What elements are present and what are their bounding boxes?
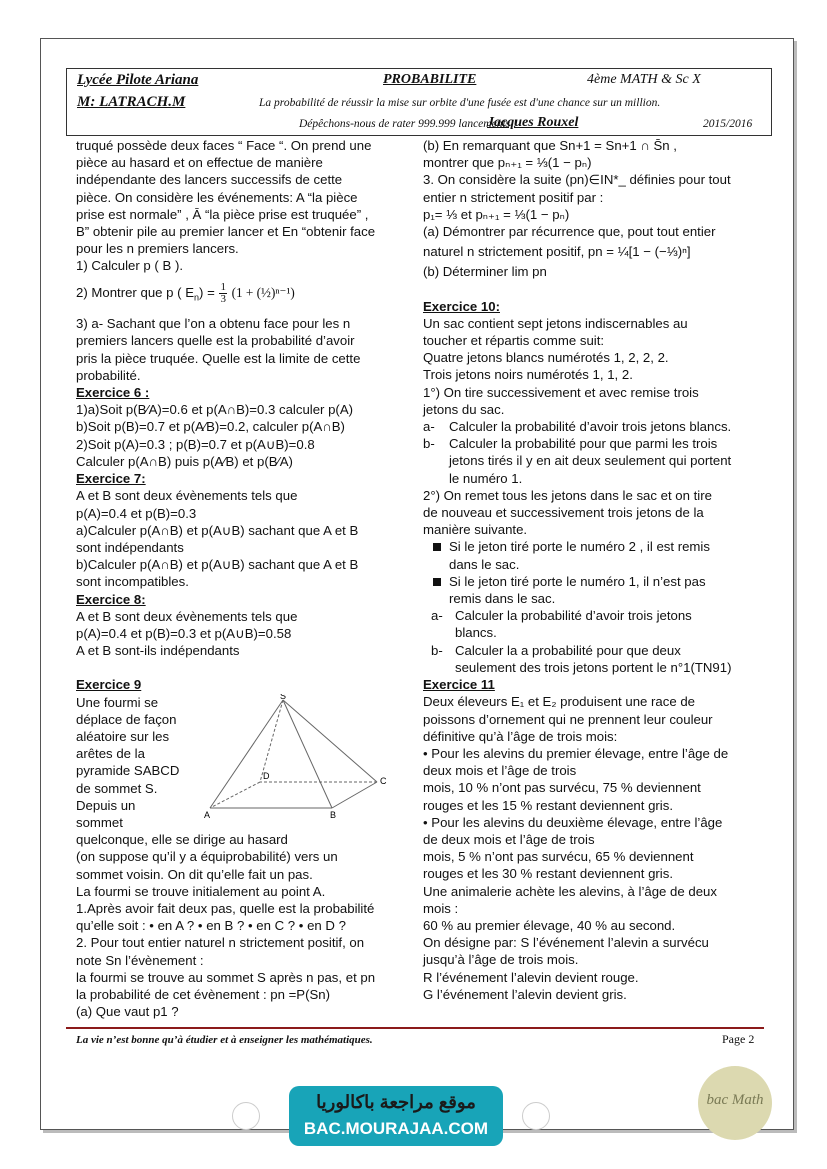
text-line: Calculer la probabilité d’avoir trois jetons blancs. [449, 419, 732, 435]
fraction-numerator: 1 [220, 280, 226, 293]
exercise-8-title: Exercice 8: [76, 591, 146, 607]
exercise-9-intro [76, 694, 416, 832]
text-line: 1.Après avoir fait deux pas, quelle est la probabilité [76, 900, 375, 916]
list-marker: b- [423, 436, 435, 452]
header-quote-line1: La probabilité de réussir la mise sur orbite d'une fusée est d'une chance sur un million. [259, 97, 661, 109]
exercise-10-title: Exercice 10: [423, 298, 500, 314]
text-line: montrer que pₙ₊₁ = ⅓(1 − pₙ) [423, 155, 592, 171]
text-line: (on suppose qu’il y a équiprobabilité) vers un [76, 849, 338, 865]
text-line: 1°) On tire successivement et avec remise trois [423, 384, 699, 400]
text-line: rouges et les 30 % restant deviennent gris. [423, 866, 673, 882]
text-line: A et B sont-ils indépendants [76, 643, 240, 659]
text-line: b)Calculer p(A∩B) et p(A∪B) sachant que A et B [76, 557, 359, 573]
text-line: La fourmi se trouve initialement au point A. [76, 883, 326, 899]
text-line: mois : [423, 900, 459, 916]
text-line: dans le sac. [449, 556, 520, 572]
text-line: 2. Pour tout entier naturel n strictement positif, on [76, 935, 365, 951]
page-number: Page 2 [722, 1032, 755, 1046]
text-line: note Sn l’évènement : [76, 952, 204, 968]
header-quote-line2: Dépêchons-nous de rater 999.999 lancements ! [299, 118, 517, 130]
text-line: Si le jeton tiré porte le numéro 2 , il est remis [449, 539, 710, 555]
text-line: déplace de façon [76, 711, 177, 727]
text-line: mois, 5 % n’ont pas survécu, 65 % deviennent [423, 849, 694, 865]
text-line: sont incompatibles. [76, 574, 189, 590]
text-line: pris la pièce truquée. Quelle est la limite de cette [76, 350, 361, 366]
list-marker: a- [423, 419, 435, 435]
edge-sb [283, 700, 332, 808]
text-line: Calculer la probabilité pour que parmi les trois [449, 436, 718, 452]
text-line: arêtes de la [76, 746, 145, 762]
formula-prefix: 2) Montrer que p ( E [76, 284, 195, 300]
text-line: jetons tirés il y en ait deux seulement qui portent [449, 453, 732, 469]
text-line: • Pour les alevins du deuxième élevage, entre l’âge [423, 814, 723, 830]
formula-expression: (1 + (½)ⁿ⁻¹) [231, 284, 295, 300]
exercise-6-title: Exercice 6 : [76, 385, 150, 401]
text-line: pyramide SABCD [76, 763, 180, 779]
text-line: Si le jeton tiré porte le numéro 1, il n’est pas [449, 573, 706, 589]
text-line: quelconque, elle se dirige au hasard [76, 832, 288, 848]
text-line: Calculer p(A∩B) puis p(A⁄B) et p(B⁄A) [76, 453, 293, 469]
square-bullet-icon [433, 578, 441, 586]
text-line: 3. On considère la suite (pn)∈IN*_ définies pour tout [423, 172, 731, 188]
text-line: 1)a)Soit p(B⁄A)=0.6 et p(A∩B)=0.3 calculer p(A) [76, 402, 354, 418]
fraction-denominator: 3 [220, 292, 226, 305]
list-marker: b- [431, 642, 443, 658]
text-line: qu’elle soit : • en A ? • en B ? • en C ? • en D ? [76, 918, 346, 934]
text-line: pour les n premiers lancers. [76, 241, 239, 257]
text-line: p(A)=0.4 et p(B)=0.3 et p(A∪B)=0.58 [76, 625, 292, 641]
text-line: la probabilité de cet évènement : pn =P(Sn) [76, 986, 331, 1002]
text-line: A et B sont deux évènements tels que [76, 488, 298, 504]
fraction [219, 282, 227, 305]
edge-sa [210, 700, 283, 808]
list-marker: a- [431, 608, 443, 624]
text-line: truqué possède deux faces “ Face “. On prend une [76, 138, 372, 153]
text-line: poissons d’ornement qui ne prennent leur couleur [423, 711, 713, 727]
text-line: définitive qu’à l’âge de trois mois: [423, 728, 618, 744]
vertex-label-c: C [380, 775, 387, 786]
text-line: Un sac contient sept jetons indiscernables au [423, 315, 688, 331]
text-line: R l’événement l’alevin devient rouge. [423, 969, 639, 985]
text-line: G l’événement l’alevin devient gris. [423, 986, 627, 1002]
text-line: manière suivante. [423, 522, 528, 538]
text-line: entier n strictement positif par : [423, 189, 604, 205]
text-line: Quatre jetons blancs numérotés 1, 2, 2, 2. [423, 350, 669, 366]
vertex-label-b: B [330, 809, 337, 820]
list-item [423, 607, 763, 641]
text-line: remis dans le sac. [449, 591, 556, 607]
vertex-label-a: A [204, 809, 211, 820]
pyramid-sabcd-figure [202, 694, 422, 829]
text-line: premiers lancers quelle est la probabilité d’avoir [76, 333, 355, 349]
text-line: b)Soit p(B)=0.7 et p(A⁄B)=0.2, calculer p(A∩B) [76, 419, 345, 435]
text-line: On désigne par: S l’événement l’alevin a survécu [423, 935, 709, 951]
text-line: 1) Calculer p ( B ). [76, 258, 183, 274]
text-line: (b) En remarquant que Sn+1 = Sn+1 ∩ S̄n , [423, 138, 677, 153]
books-logo-icon [522, 1102, 550, 1130]
exercise-7-title: Exercice 7: [76, 471, 146, 487]
text-line: de sommet S. [76, 780, 158, 796]
edge-da [210, 782, 260, 808]
formula-sub: n [194, 292, 200, 303]
text-line: Calculer la a probabilité pour que deux [455, 642, 681, 658]
text-line: deux mois et l’âge de trois [423, 763, 577, 779]
list-item [423, 642, 763, 676]
text-line: de nouveau et successivement trois jetons de la [423, 505, 704, 521]
text-line: A et B sont deux évènements tels que [76, 608, 298, 624]
text-line: Depuis un [76, 797, 136, 813]
vertex-label-d: D [263, 770, 270, 781]
text-line: • Pour les alevins du premier élevage, entre l’âge de [423, 745, 729, 761]
text-line: prise est normale” , Ā “la pièce prise est truquée” , [76, 206, 369, 222]
text-line: p₁= ⅓ et pₙ₊₁ = ⅓(1 − pₙ) [423, 206, 570, 222]
page-title: PROBABILITE [383, 72, 477, 87]
text-line: Deux éleveurs E₁ et E₂ produisent une race de [423, 694, 696, 710]
text-line: 3) a- Sachant que l’on a obtenu face pour les n [76, 316, 351, 332]
text-line: aléatoire sur les [76, 728, 170, 744]
text-line: Calculer la probabilité d’avoir trois jetons [455, 608, 692, 624]
edge-sc [283, 700, 377, 782]
text-line: sont indépendants [76, 539, 184, 555]
spacer [423, 281, 763, 298]
text-line: de deux mois et l’âge de trois [423, 831, 595, 847]
exercise-9-title: Exercice 9 [76, 677, 142, 693]
text-line: Trois jetons noirs numérotés 1, 1, 2. [423, 367, 633, 383]
header-box [66, 68, 772, 136]
formula-line [76, 281, 416, 310]
text-line: mois, 10 % n’ont pas survécu, 75 % deviennent [423, 780, 701, 796]
school-name: Lycée Pilote Ariana [77, 72, 199, 88]
text-line: (a) Démontrer par récurrence que, pout tout entier [423, 224, 716, 240]
formula-suffix: ) = [199, 284, 215, 300]
text-line: 60 % au premier élevage, 40 % au second. [423, 917, 676, 933]
text-line: jetons du sac. [423, 401, 505, 417]
text-line: indépendante des lancers successifs de cette [76, 172, 343, 188]
spacer [76, 659, 416, 676]
text-line: (b) Déterminer lim pn [423, 264, 547, 280]
text-line: toucher et répartis comme suit: [423, 333, 605, 349]
vertex-label-s: S [280, 693, 287, 701]
text-line: probabilité. [76, 367, 141, 383]
text-line: jusqu’à l’âge de trois mois. [423, 952, 579, 968]
text-line: 2°) On remet tous les jetons dans le sac et on tire [423, 487, 712, 503]
text-line: B” obtenir pile au premier lancer et En “obtenir face [76, 224, 376, 240]
text-line: sommet [76, 814, 123, 830]
list-item [423, 418, 763, 435]
text-line: seulement des trois jetons portent le n°1(TN91) [455, 659, 732, 675]
left-column [76, 137, 416, 1020]
banner-url[interactable]: BAC.MOURAJAA.COM [303, 1119, 489, 1138]
footer-quote: La vie n’est bonne qu’à étudier et à enseigner les mathématiques. [76, 1034, 373, 1046]
books-logo-icon [232, 1102, 260, 1130]
teacher-name: M: LATRACH.M [77, 94, 186, 110]
exercise-5-body [76, 137, 416, 384]
banner-arabic-title: موقع مراجعة باكالوريا [316, 1092, 476, 1112]
exercise-11-title: Exercice 11 [423, 677, 495, 693]
text-line: naturel n strictement positif, pn = ¼[1 − (−⅓)ⁿ] [423, 244, 691, 260]
school-year: 2015/2016 [703, 118, 753, 130]
text-line: rouges et les 15 % restant deviennent gris. [423, 797, 673, 813]
text-line: sommet voisin. On dit qu’elle fait un pas. [76, 866, 313, 882]
edge-bc [332, 782, 377, 808]
text-line: (a) Que vaut p1 ? [76, 1004, 179, 1020]
text-line: Une fourmi se [76, 694, 159, 710]
text-line: pièce. On considère les événements: A “la pièce [76, 189, 358, 205]
list-item [423, 538, 763, 572]
badge-text: bac Math [706, 1092, 764, 1108]
text-line: Une animalerie achète les alevins, à l’âge de deux [423, 883, 717, 899]
text-line: le numéro 1. [449, 470, 523, 486]
right-column [423, 137, 763, 1003]
edge-sd [260, 700, 283, 782]
text-line: 2)Soit p(A)=0.3 ; p(B)=0.7 et p(A∪B)=0.8 [76, 436, 315, 452]
square-bullet-icon [433, 543, 441, 551]
footer-divider [66, 1027, 764, 1029]
text-line: blancs. [455, 625, 497, 641]
text-line: pièce au hasard et on effectue de manière [76, 155, 323, 171]
text-line: p(A)=0.4 et p(B)=0.3 [76, 505, 197, 521]
site-banner[interactable] [289, 1086, 503, 1146]
text-line: a)Calculer p(A∩B) et p(A∪B) sachant que A et B [76, 522, 359, 538]
text-line: la fourmi se trouve au sommet S après n pas, et pn [76, 969, 376, 985]
list-item [423, 573, 763, 607]
bac-math-badge [698, 1066, 772, 1140]
list-item [423, 435, 763, 487]
quote-author: Jacques Rouxel [487, 115, 579, 130]
class-label: 4ème MATH & Sc X [587, 72, 701, 87]
